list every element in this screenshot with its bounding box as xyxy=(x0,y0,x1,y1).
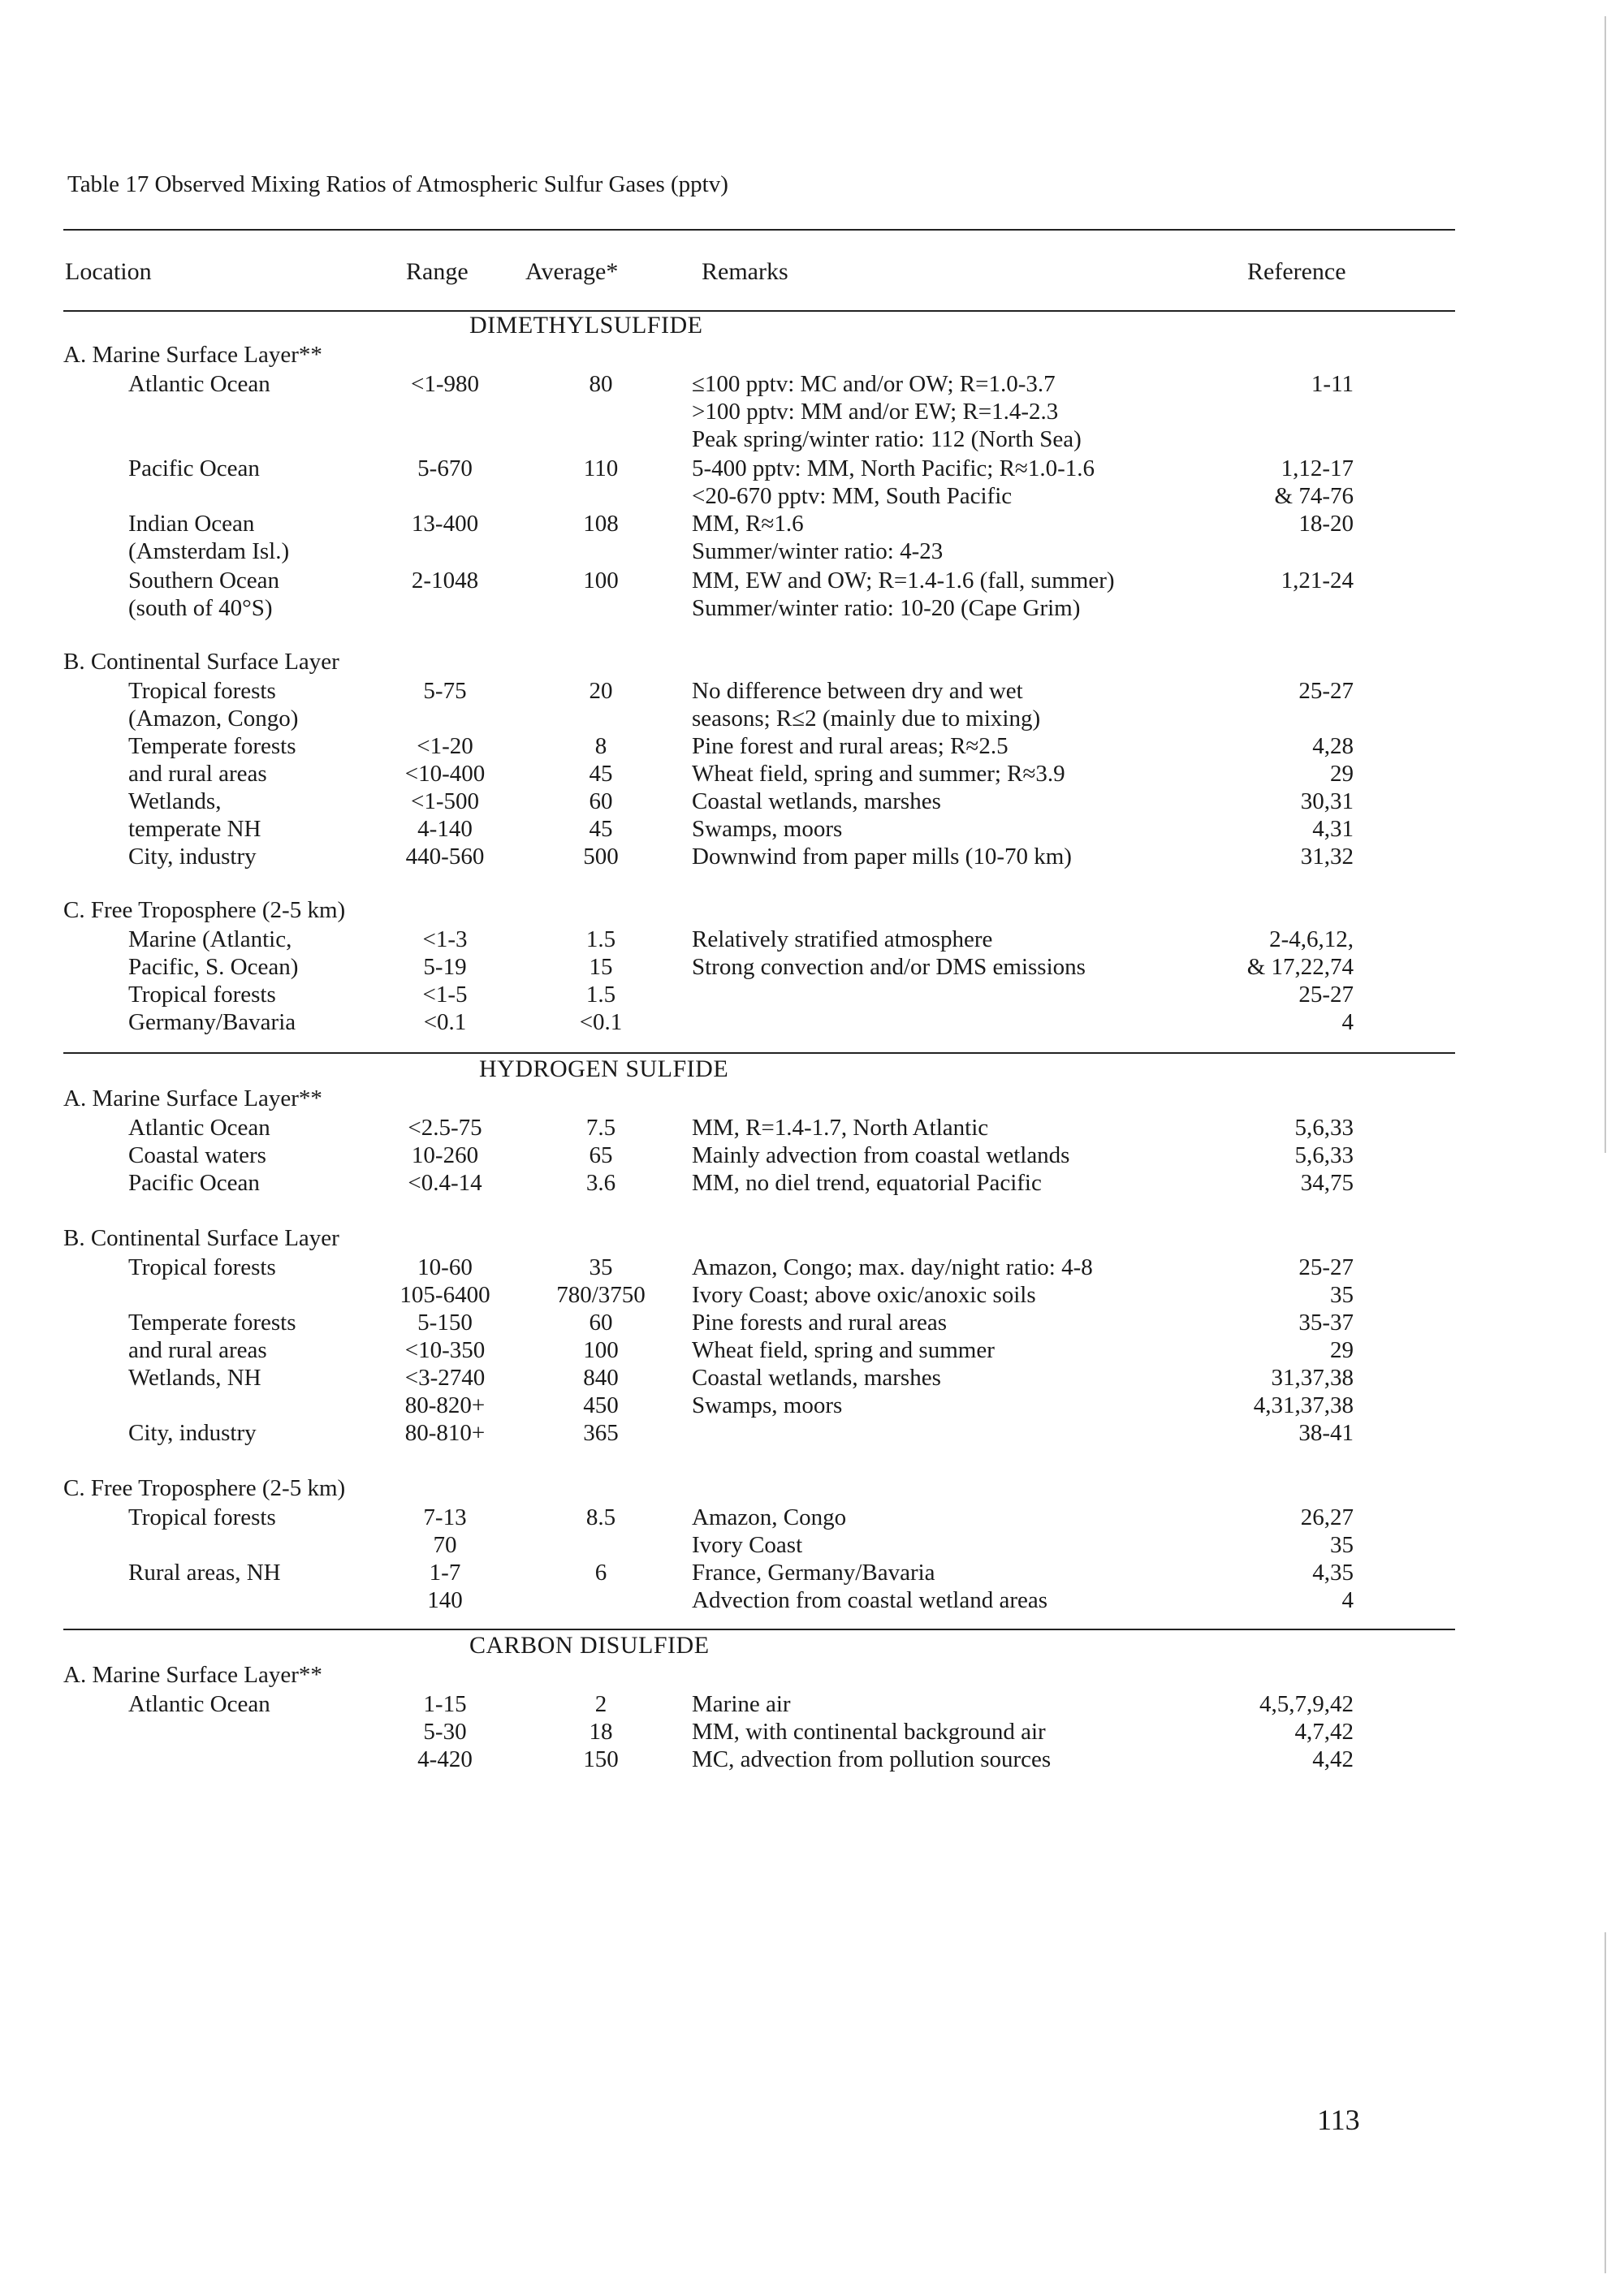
row-reference: 5,6,33 xyxy=(1294,1115,1354,1141)
row-location: (Amazon, Congo) xyxy=(128,706,299,732)
row-reference: 4,31,37,38 xyxy=(1253,1392,1354,1418)
row-range: <1-500 xyxy=(410,788,480,814)
row-location: Southern Ocean xyxy=(128,568,280,593)
table-row xyxy=(0,760,1624,788)
row-reference: 18-20 xyxy=(1298,511,1354,537)
row-reference: 4,42 xyxy=(1312,1746,1354,1772)
table-row xyxy=(0,425,1624,453)
row-location: Tropical forests xyxy=(128,678,276,704)
row-remarks: Advection from coastal wetland areas xyxy=(692,1587,1048,1613)
row-location: (south of 40°S) xyxy=(128,595,273,621)
row-location: A. Marine Surface Layer** xyxy=(63,1662,322,1688)
table-row xyxy=(0,1142,1624,1169)
row-range: 5-670 xyxy=(417,455,473,481)
row-reference: 4 xyxy=(1341,1587,1354,1613)
row-reference: 26,27 xyxy=(1300,1504,1354,1530)
table-row xyxy=(0,953,1624,981)
row-range: 80-820+ xyxy=(404,1392,486,1418)
table-row xyxy=(0,1336,1624,1364)
row-location: Marine (Atlantic, xyxy=(128,926,292,952)
row-reference: 2-4,6,12, xyxy=(1269,926,1354,952)
table-row xyxy=(0,455,1624,482)
row-remarks: Coastal wetlands, marshes xyxy=(692,1365,941,1391)
row-remarks: Amazon, Congo; max. day/night ratio: 4-8 xyxy=(692,1254,1093,1280)
row-remarks: <20-670 pptv: MM, South Pacific xyxy=(692,483,1013,509)
row-location: Germany/Bavaria xyxy=(128,1009,296,1035)
row-average: 65 xyxy=(589,1142,613,1168)
row-remarks: France, Germany/Bavaria xyxy=(692,1560,935,1586)
row-range: 4-420 xyxy=(417,1746,473,1772)
row-remarks: MM, no diel trend, equatorial Pacific xyxy=(692,1170,1042,1196)
table-row xyxy=(0,510,1624,537)
row-location: and rural areas xyxy=(128,761,267,787)
row-location: Temperate forests xyxy=(128,733,296,759)
row-average: 500 xyxy=(583,844,619,870)
row-remarks: Wheat field, spring and summer; R≈3.9 xyxy=(692,761,1065,787)
row-location: temperate NH xyxy=(128,816,261,842)
row-remarks: Amazon, Congo xyxy=(692,1504,847,1530)
row-reference: 4,5,7,9,42 xyxy=(1259,1691,1354,1717)
row-average: 365 xyxy=(583,1420,619,1446)
table-row xyxy=(0,537,1624,565)
row-range: <10-400 xyxy=(404,761,486,787)
header-remarks: Remarks xyxy=(702,258,788,285)
table-row xyxy=(0,1586,1624,1614)
row-reference: & 17,22,74 xyxy=(1246,954,1354,980)
table-row xyxy=(0,896,1624,924)
row-reference: 1-11 xyxy=(1311,371,1354,397)
row-average: 20 xyxy=(589,678,613,704)
table-row xyxy=(0,1474,1624,1502)
row-remarks: Peak spring/winter ratio: 112 (North Sea) xyxy=(692,426,1082,452)
row-reference: 29 xyxy=(1330,761,1354,787)
row-range: 70 xyxy=(433,1532,457,1558)
table-row xyxy=(0,926,1624,953)
rule-section xyxy=(63,1629,1455,1630)
row-average: 840 xyxy=(583,1365,619,1391)
row-location: B. Continental Surface Layer xyxy=(63,649,339,675)
row-range: 5-150 xyxy=(417,1310,473,1336)
header-range: Range xyxy=(406,258,469,285)
row-remarks: Mainly advection from coastal wetlands xyxy=(692,1142,1070,1168)
row-remarks: MM, EW and OW; R=1.4-1.6 (fall, summer) xyxy=(692,568,1115,593)
row-remarks: MC, advection from pollution sources xyxy=(692,1746,1052,1772)
table-row xyxy=(0,341,1624,369)
row-reference: 5,6,33 xyxy=(1294,1142,1354,1168)
table-caption: Table 17 Observed Mixing Ratios of Atmospheric Sulfur Gases (pptv) xyxy=(67,171,728,197)
row-location: City, industry xyxy=(128,844,257,870)
row-remarks: Marine air xyxy=(692,1691,791,1717)
header-location: Location xyxy=(65,258,152,285)
row-location: C. Free Troposphere (2-5 km) xyxy=(63,1475,346,1501)
table-row xyxy=(0,1690,1624,1718)
row-average: 780/3750 xyxy=(556,1282,646,1308)
row-location: Tropical forests xyxy=(128,1504,276,1530)
row-range: <0.4-14 xyxy=(408,1170,482,1196)
table-row xyxy=(0,788,1624,815)
row-location: Wetlands, NH xyxy=(128,1365,261,1391)
row-range: 440-560 xyxy=(405,844,485,870)
row-location: Tropical forests xyxy=(128,982,276,1008)
row-remarks: MM, R≈1.6 xyxy=(692,511,804,537)
table-row xyxy=(0,1392,1624,1419)
table-row xyxy=(0,732,1624,760)
row-location: Wetlands, xyxy=(128,788,222,814)
row-reference: 25-27 xyxy=(1298,1254,1354,1280)
row-reference: 35-37 xyxy=(1298,1310,1354,1336)
row-location: Indian Ocean xyxy=(128,511,255,537)
row-reference: 38-41 xyxy=(1298,1420,1354,1446)
row-range: <1-5 xyxy=(422,982,468,1008)
row-reference: 35 xyxy=(1330,1532,1354,1558)
row-reference: 4 xyxy=(1341,1009,1354,1035)
row-location: and rural areas xyxy=(128,1337,267,1363)
row-average: 2 xyxy=(594,1691,607,1717)
row-reference: 35 xyxy=(1330,1282,1354,1308)
rule-header-bottom xyxy=(63,310,1455,312)
table-row xyxy=(0,1531,1624,1559)
row-remarks: Wheat field, spring and summer xyxy=(692,1337,995,1363)
row-remarks: Swamps, moors xyxy=(692,816,843,842)
row-average: 150 xyxy=(583,1746,619,1772)
row-reference: 4,7,42 xyxy=(1294,1719,1354,1745)
row-remarks: >100 pptv: MM and/or EW; R=1.4-2.3 xyxy=(692,399,1059,425)
table-row xyxy=(0,1504,1624,1531)
row-remarks: 5-400 pptv: MM, North Pacific; R≈1.0-1.6 xyxy=(692,455,1095,481)
table-row xyxy=(0,1085,1624,1112)
row-location: Pacific Ocean xyxy=(128,455,260,481)
table-row xyxy=(0,398,1624,425)
rule-top xyxy=(63,229,1455,231)
table-row xyxy=(0,1169,1624,1197)
row-average: 8.5 xyxy=(585,1504,616,1530)
row-remarks: Coastal wetlands, marshes xyxy=(692,788,941,814)
header-average: Average* xyxy=(525,258,619,285)
row-reference: 1,21-24 xyxy=(1281,568,1354,593)
row-average: 6 xyxy=(594,1560,607,1586)
row-average: 1.5 xyxy=(585,926,616,952)
row-average: <0.1 xyxy=(579,1009,623,1035)
row-average: 15 xyxy=(589,954,613,980)
row-reference: 31,37,38 xyxy=(1271,1365,1354,1391)
row-remarks: Relatively stratified atmosphere xyxy=(692,926,993,952)
row-location: Pacific, S. Ocean) xyxy=(128,954,299,980)
row-average: 7.5 xyxy=(585,1115,616,1141)
table-row xyxy=(0,1114,1624,1142)
row-remarks: seasons; R≤2 (mainly due to mixing) xyxy=(692,706,1041,732)
row-location: A. Marine Surface Layer** xyxy=(63,342,322,368)
table-row xyxy=(0,648,1624,675)
page-number: 113 xyxy=(1317,2104,1360,2136)
row-location: Atlantic Ocean xyxy=(128,1115,270,1141)
row-average: 8 xyxy=(594,733,607,759)
row-average: 100 xyxy=(583,568,619,593)
row-remarks: Swamps, moors xyxy=(692,1392,843,1418)
row-reference: 34,75 xyxy=(1300,1170,1354,1196)
row-average: 60 xyxy=(589,788,613,814)
table-row xyxy=(0,843,1624,870)
row-average: 80 xyxy=(589,371,613,397)
row-reference: 30,31 xyxy=(1300,788,1354,814)
row-range: 1-7 xyxy=(429,1560,461,1586)
row-average: 45 xyxy=(589,761,613,787)
row-average: 450 xyxy=(583,1392,619,1418)
table-row xyxy=(0,1419,1624,1447)
row-average: 18 xyxy=(589,1719,613,1745)
row-location: B. Continental Surface Layer xyxy=(63,1225,339,1251)
row-range: <3-2740 xyxy=(404,1365,486,1391)
row-average: 100 xyxy=(583,1337,619,1363)
row-remarks: Pine forest and rural areas; R≈2.5 xyxy=(692,733,1009,759)
row-location: (Amsterdam Isl.) xyxy=(128,538,290,564)
table-row xyxy=(0,1364,1624,1392)
row-location: Temperate forests xyxy=(128,1310,296,1336)
row-location: Rural areas, NH xyxy=(128,1560,281,1586)
row-range: <1-3 xyxy=(422,926,468,952)
table-row xyxy=(0,1309,1624,1336)
table-row xyxy=(0,1281,1624,1309)
row-reference: 1,12-17 xyxy=(1281,455,1354,481)
row-remarks: No difference between dry and wet xyxy=(692,678,1023,704)
row-average: 35 xyxy=(589,1254,613,1280)
scan-edge xyxy=(1605,16,1606,1153)
table-row xyxy=(0,1008,1624,1036)
row-range: <10-350 xyxy=(404,1337,486,1363)
table-row xyxy=(0,594,1624,622)
row-remarks: Strong convection and/or DMS emissions xyxy=(692,954,1086,980)
row-range: 140 xyxy=(427,1587,463,1613)
row-range: 1-15 xyxy=(423,1691,467,1717)
row-range: 5-30 xyxy=(423,1719,467,1745)
row-range: 2-1048 xyxy=(411,568,479,593)
table-row xyxy=(0,1718,1624,1746)
row-range: <1-20 xyxy=(417,733,473,759)
row-remarks: Pine forests and rural areas xyxy=(692,1310,948,1336)
row-average: 60 xyxy=(589,1310,613,1336)
table-row xyxy=(0,1254,1624,1281)
row-reference: 31,32 xyxy=(1300,844,1354,870)
row-remarks: MM, with continental background air xyxy=(692,1719,1046,1745)
row-remarks: Ivory Coast xyxy=(692,1532,803,1558)
row-reference: & 74-76 xyxy=(1274,483,1354,509)
row-range: <1-980 xyxy=(410,371,480,397)
row-range: 80-810+ xyxy=(404,1420,486,1446)
row-range: <2.5-75 xyxy=(408,1115,482,1141)
row-average: 3.6 xyxy=(585,1170,616,1196)
table-row xyxy=(0,1224,1624,1252)
table-row xyxy=(0,1746,1624,1773)
row-reference: 4,35 xyxy=(1312,1560,1354,1586)
row-range: 105-6400 xyxy=(400,1282,490,1308)
row-range: 7-13 xyxy=(423,1504,467,1530)
table-row xyxy=(0,981,1624,1008)
row-reference: 4,31 xyxy=(1312,816,1354,842)
row-range: 5-19 xyxy=(423,954,467,980)
row-reference: 29 xyxy=(1330,1337,1354,1363)
row-location: Coastal waters xyxy=(128,1142,266,1168)
row-range: 5-75 xyxy=(423,678,467,704)
row-remarks: Summer/winter ratio: 10-20 (Cape Grim) xyxy=(692,595,1081,621)
row-remarks: Downwind from paper mills (10-70 km) xyxy=(692,844,1072,870)
row-reference: 4,28 xyxy=(1312,733,1354,759)
row-range: 10-260 xyxy=(411,1142,479,1168)
row-remarks: Summer/winter ratio: 4-23 xyxy=(692,538,944,564)
rule-section xyxy=(63,1052,1455,1054)
table-row xyxy=(0,815,1624,843)
row-location: A. Marine Surface Layer** xyxy=(63,1085,322,1111)
row-remarks: Ivory Coast; above oxic/anoxic soils xyxy=(692,1282,1036,1308)
row-average: 45 xyxy=(589,816,613,842)
table-row xyxy=(0,567,1624,594)
row-range: 13-400 xyxy=(411,511,479,537)
row-range: 4-140 xyxy=(417,816,473,842)
row-remarks: ≤100 pptv: MC and/or OW; R=1.0-3.7 xyxy=(692,371,1056,397)
row-average: 1.5 xyxy=(585,982,616,1008)
row-remarks: MM, R=1.4-1.7, North Atlantic xyxy=(692,1115,989,1141)
scan-edge xyxy=(1605,1932,1606,2273)
row-range: <0.1 xyxy=(423,1009,467,1035)
table-row xyxy=(0,1559,1624,1586)
row-reference: 25-27 xyxy=(1298,678,1354,704)
row-location: Tropical forests xyxy=(128,1254,276,1280)
row-location: C. Free Troposphere (2-5 km) xyxy=(63,897,346,923)
row-location: Atlantic Ocean xyxy=(128,1691,270,1717)
table-row xyxy=(0,1661,1624,1689)
row-location: City, industry xyxy=(128,1420,257,1446)
row-average: 110 xyxy=(583,455,619,481)
header-reference: Reference xyxy=(1247,258,1346,285)
table-row xyxy=(0,677,1624,705)
row-location: Pacific Ocean xyxy=(128,1170,260,1196)
row-reference: 25-27 xyxy=(1298,982,1354,1008)
row-range: 10-60 xyxy=(417,1254,473,1280)
row-location: Atlantic Ocean xyxy=(128,371,270,397)
table-row xyxy=(0,370,1624,398)
row-average: 108 xyxy=(583,511,619,537)
table-row xyxy=(0,705,1624,732)
table-row xyxy=(0,482,1624,510)
